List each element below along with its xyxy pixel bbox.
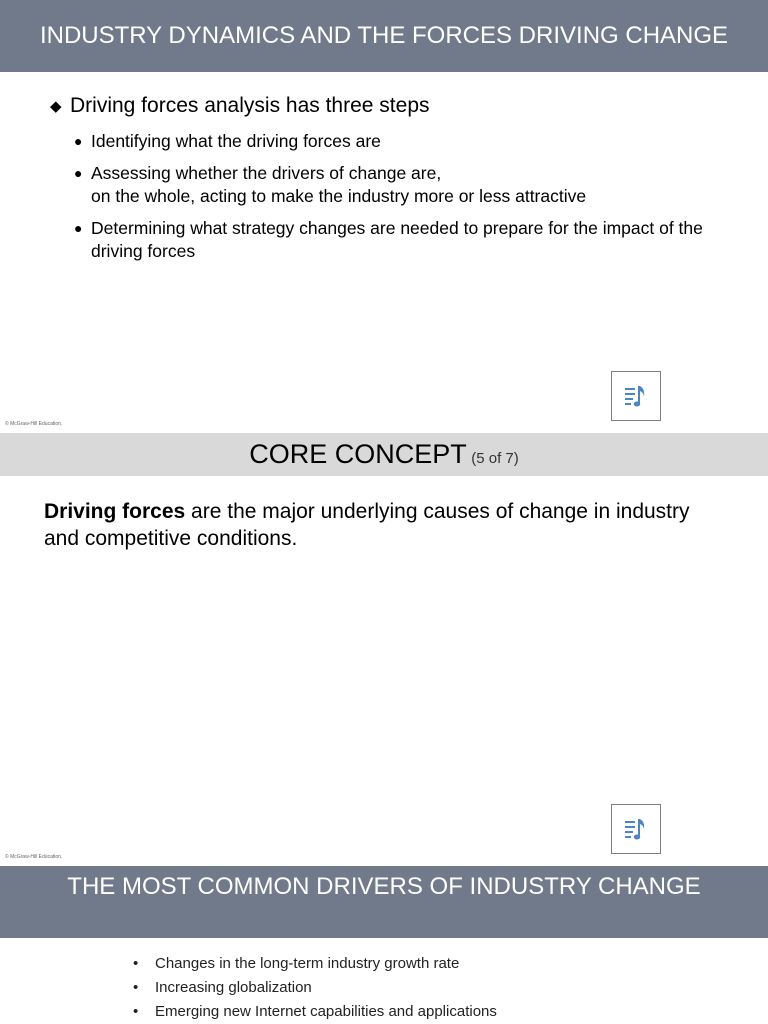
slide-title: THE MOST COMMON DRIVERS OF INDUSTRY CHANGE: [0, 866, 768, 938]
list-item-text: Emerging new Internet capabilities and applications: [155, 1003, 497, 1020]
audio-icon: [623, 383, 649, 409]
dot-bullet-icon: ●: [74, 220, 83, 236]
subbullet-text: Determining what strategy changes are needed to prepare for the impact of the driving forces: [91, 218, 703, 261]
driver-list: [133, 952, 733, 1024]
definition-body: are the major underlying causes of change in industry and competitive conditions.: [44, 500, 690, 550]
audio-button[interactable]: [611, 371, 661, 421]
slide-core-concept: [0, 433, 768, 866]
list-item-text: Changes in the long-term industry growth rate: [155, 955, 460, 972]
audio-button[interactable]: [611, 804, 661, 854]
audio-icon: [623, 816, 649, 842]
subbullet-item: [74, 217, 724, 263]
definition-term: Driving forces: [44, 500, 186, 523]
slide-title: [0, 433, 768, 476]
dot-bullet-icon: ●: [74, 133, 83, 149]
subbullet-text: Assessing whether the drivers of change are, on the whole, acting to make the industry more or less attractive: [91, 163, 587, 206]
list-item-text: Increasing globalization: [155, 979, 312, 996]
diamond-bullet-icon: ◆: [50, 98, 62, 115]
dot-bullet-icon: •: [133, 979, 139, 996]
title-main: CORE CONCEPT: [249, 439, 467, 469]
copyright-text: © McGraw-Hill Education.: [5, 421, 63, 427]
subbullet-item: [74, 130, 724, 153]
dot-bullet-icon: ●: [74, 165, 83, 181]
copyright-text: © McGraw-Hill Education.: [5, 854, 63, 860]
slide-title: INDUSTRY DYNAMICS AND THE FORCES DRIVING CHANGE: [0, 0, 768, 72]
definition-text: [44, 498, 724, 552]
bullet-text: Driving forces analysis has three steps: [70, 94, 430, 117]
slide-industry-dynamics: [0, 0, 768, 433]
title-suffix: (5 of 7): [471, 450, 519, 467]
subbullet-list: [74, 130, 724, 272]
dot-bullet-icon: •: [133, 1003, 139, 1020]
subbullet-text: Identifying what the driving forces are: [91, 131, 381, 151]
bullet-level1: [50, 94, 430, 118]
list-item: [133, 952, 733, 976]
list-item: [133, 1000, 733, 1024]
list-item: [133, 976, 733, 1000]
subbullet-item: [74, 162, 724, 208]
dot-bullet-icon: •: [133, 955, 139, 972]
slide-common-drivers: [0, 866, 768, 1024]
